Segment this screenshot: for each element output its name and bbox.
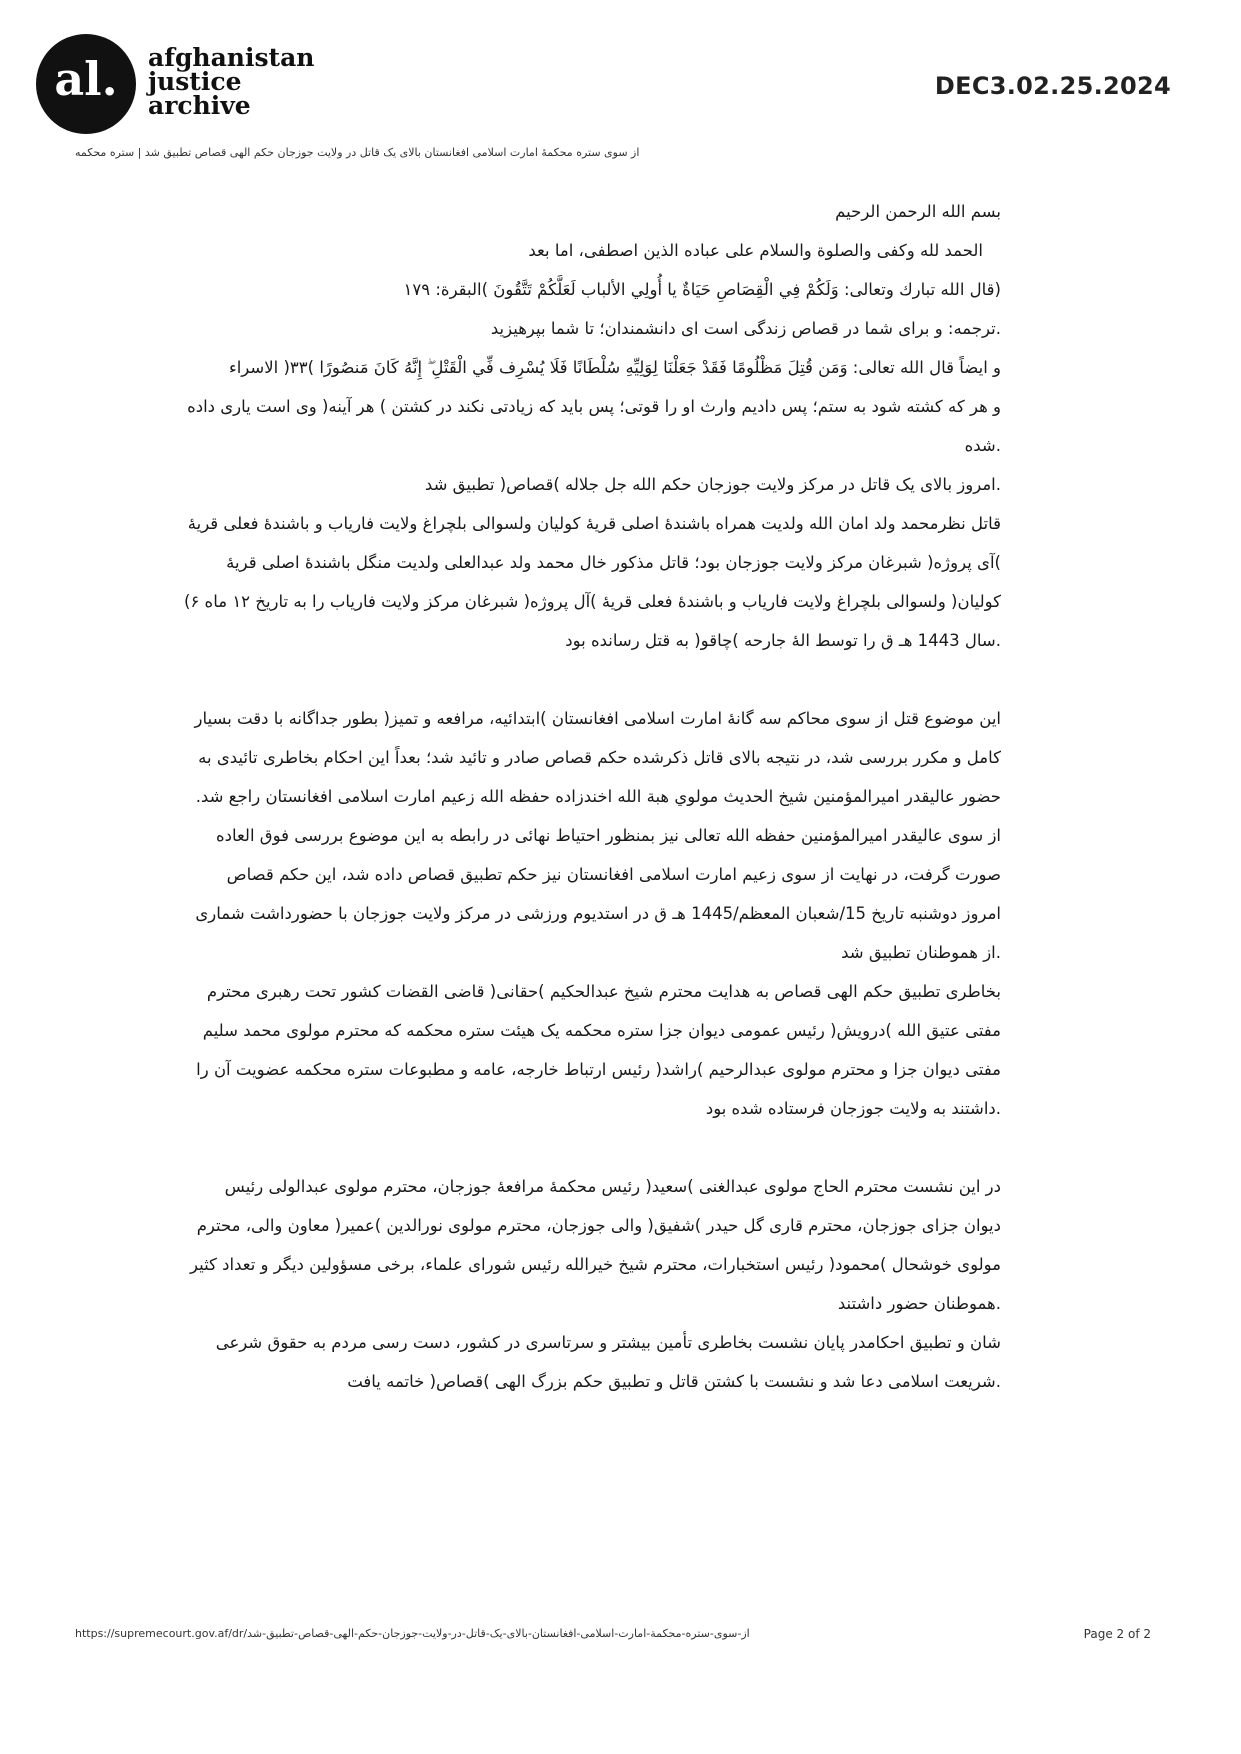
body-line: .سال 1443 هـ ق را توسط الۀ جارحه )چاقو( به قتل رسانده بود — [565, 631, 1001, 650]
body-line: این موضوع قتل از سوی محاکم سه گانۀ امارت اسلامی افغانستان )ابتدائیه، مرافعه و تمیز( بطور جداگانه با دقت بسیار — [194, 709, 1001, 728]
body-line: از سوی عالیقدر امیرالمؤمنین حفظه الله تعالی نیز بمنظور احتیاط نهائی در رابطه به این موضوع بررسی فوق العاده — [215, 826, 1001, 845]
document-id: DEC3.02.25.2024 — [934, 72, 1171, 100]
body-line: در این نشست محترم الحاج مولوی عبدالغنی )سعید( رئیس محکمۀ مرافعۀ جوزجان، محترم مولوی عبدالولی رئیس — [224, 1177, 1001, 1196]
page-number: Page 2 of 2 — [1083, 1627, 1151, 1641]
body-line: )آی پروژه( شبرغان مرکز ولایت جوزجان بود؛ قاتل مذکور خال محمد ولد عبدالعلی ولدیت منگل باشندۀ اصلی قریۀ — [226, 553, 1001, 572]
paragraph-gap — [121, 1128, 1001, 1167]
archive-logo — [36, 34, 136, 134]
body-line: .شریعت اسلامی دعا شد و نشست با کشتن قاتل و تطبیق حکم بزرگ الهی )قصاص( خاتمه یافت — [347, 1372, 1001, 1391]
brand-line: afghanistan — [148, 43, 315, 72]
body-line: و ایضاً قال الله تعالی: وَمَن قُتِلَ مَظْلُومًا فَقَدْ جَعَلْنَا لِوَلِيِّهِ سُلْطَانًا فَلَا يُسْرِف فِّي الْقَتْلِ ۖ إِنَّهُ كَانَ مَنصُورًا )۳۳( الاسراء — [228, 358, 1001, 377]
body-line: بسم الله الرحمن الرحیم — [835, 202, 1001, 221]
body-line: .هموطنان حضور داشتند — [837, 1294, 1001, 1313]
body-line: دیوان جزای جوزجان، محترم قاری گل حیدر )شفیق( والی جوزجان، محترم مولوی نورالدین )عمیر( معاون والی، محترم — [196, 1216, 1001, 1235]
document-body — [121, 192, 1001, 1401]
body-line: حضور عالیقدر امیرالمؤمنین شیخ الحدیث مولوي هبة الله اخندزاده حفظه الله زعیم امارت اسلامی افغانستان راجع شد. — [195, 787, 1001, 806]
body-line: .ترجمه: و برای شما در قصاص زندگی است ای دانشمندان؛ تا شما بپرهیزید — [490, 319, 1001, 338]
brand-name — [148, 43, 315, 120]
body-line: مفتی عتیق الله )درویش( رئیس عمومی دیوان جزا ستره محکمه یک هیئت ستره محکمه که محترم مولوی محمد سلیم — [202, 1021, 1001, 1040]
logo-mark: al. — [54, 52, 118, 106]
body-line: .از هموطنان تطبیق شد — [841, 943, 1001, 962]
page-title: از سوی ستره محکمۀ امارت اسلامی افغانستان بالای یک قاتل در ولایت جوزجان حکم الهی قصاص تطبیق شد | ستره محکمه — [75, 146, 640, 159]
body-line: .داشتند به ولایت جوزجان فرستاده شده بود — [705, 1099, 1001, 1118]
body-line: .شده — [964, 436, 1001, 455]
body-line: مفتی دیوان جزا و محترم مولوی عبدالرحیم )راشد( رئیس ارتباط خارجه، عامه و مطبوعات ستره محکمه عضویت آن را — [196, 1060, 1001, 1079]
brand-line: archive — [148, 91, 251, 120]
body-line: مولوی خوشحال )محمود( رئیس استخبارات، محترم شیخ خیرالله رئیس شورای علماء، برخی مسؤولین دیگر و تعداد کثیر — [189, 1255, 1001, 1274]
body-line: کولیان( ولسوالی بلچراغ ولایت فاریاب و باشندۀ فعلی قریۀ )آل پروژه( شبرغان مرکز ولایت فاریاب را به تاریخ ۱۲ ماه ۶) — [184, 592, 1001, 611]
source-url-link[interactable]: https://supremecourt.gov.af/dr/از-سوی-ستره-محکمة-امارت-اسلامی-افغانستان-بالای-یک-قاتل-در-ولایت-جوزجان-حکم-الهی-قصاص-تطبیق-شد — [75, 1627, 750, 1640]
body-line: امروز دوشنبه تاریخ 15/شعبان المعظم/1445 هـ ق در استدیوم ورزشی در مرکز ولایت جوزجان با حضورداشت شماری — [195, 904, 1001, 923]
brand-line: justice — [148, 67, 242, 96]
body-line: صورت گرفت، در نهایت از سوی زعیم امارت اسلامی افغانستان نیز حکم تطبیق قصاص داده شد، این حکم قصاص — [226, 865, 1001, 884]
body-line: (قال الله تبارك وتعالی: وَلَكُمْ فِي الْقِصَاصِ حَيَاةٌ يا أُولِي الألباب لَعَلَّكُمْ تَتَّقُونَ )البقرة: ۱۷۹ — [403, 280, 1001, 299]
body-line: قاتل نظرمحمد ولد امان الله ولدیت همراه باشندۀ اصلی قریۀ کولیان ولسوالی بلچراغ ولایت فاریاب و باشندۀ فعلی قریۀ — [187, 514, 1001, 533]
paragraph-gap — [121, 660, 1001, 699]
body-line: کامل و مکرر بررسی شد، در نتیجه بالای قاتل ذکرشده حکم قصاص صادر و تائید شد؛ بعداً این احکام بخاطری تائیدی به — [198, 748, 1001, 767]
body-line: و هر که کشته شود به ستم؛ پس دادیم وارث او را قوتی؛ پس باید که زیادتی نکند در کشتن ) هر آینه( وی است یاری داده — [187, 397, 1001, 416]
body-line: شان و تطبیق احکامدر پایان نشست بخاطری تأمین بیشتر و سرتاسری در کشور، دست رسی مردم به حقوق شرعی — [215, 1333, 1001, 1352]
body-line: الحمد لله وکفی والصلوة والسلام علی عباده الذین اصطفی، اما بعد — [528, 241, 983, 260]
body-line: بخاطری تطبیق حکم الهی قصاص به هدایت محترم شیخ عبدالحکیم )حقانی( قاضی القضات کشور تحت رهبری محترم — [206, 982, 1001, 1001]
body-line: .امروز بالای یک قاتل در مرکز ولایت جوزجان حکم الله جل جلاله )قصاص( تطبیق شد — [424, 475, 1001, 494]
